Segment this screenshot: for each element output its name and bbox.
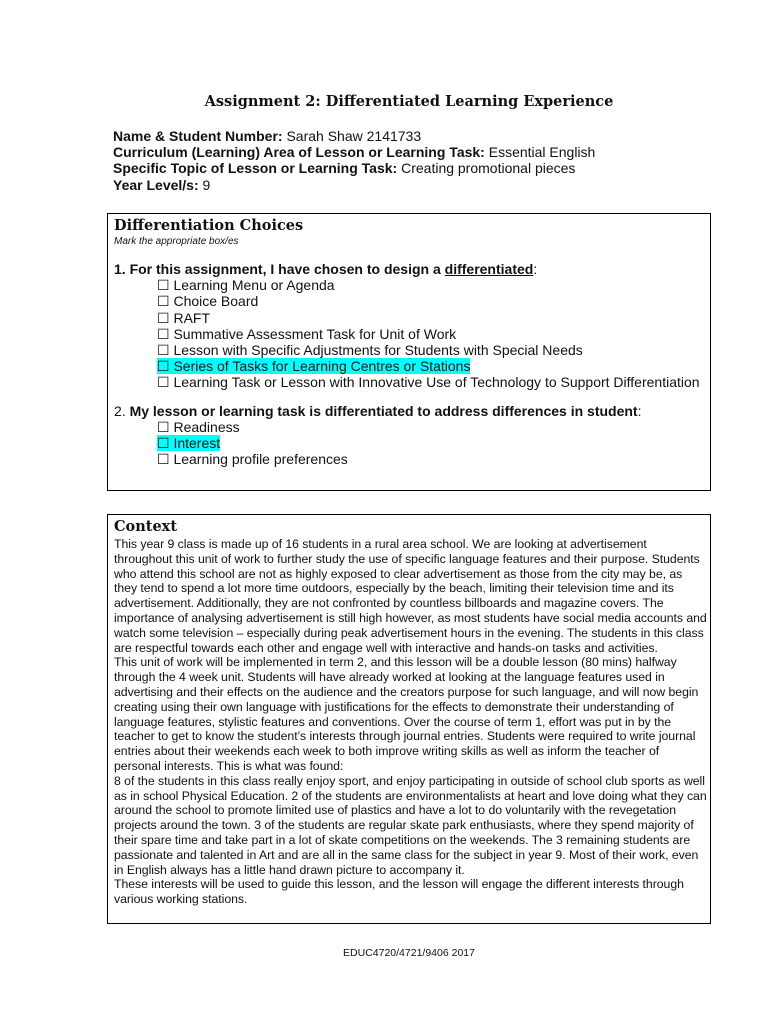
option-label: Series of Tasks for Learning Centres or Stations (173, 358, 471, 375)
option-label: Learning profile preferences (173, 451, 348, 468)
curriculum-value: Essential English (484, 144, 596, 161)
option-label: RAFT (173, 309, 211, 326)
name-label: Name & Student Number: (113, 128, 283, 144)
checkbox-icon[interactable]: ☐ (157, 451, 170, 468)
option-label: Choice Board (173, 293, 259, 310)
q2-text: My lesson or learning task is differentiated to address differences in student (129, 402, 638, 419)
checkbox-icon[interactable]: ☐ (157, 309, 170, 326)
q1-underlined: differentiated (444, 261, 534, 277)
checkbox-icon[interactable]: ☐ (157, 325, 170, 342)
differentiation-heading: Differentiation Choices (114, 217, 304, 234)
q1-option[interactable] (157, 342, 704, 358)
option-label: Learning Menu or Agenda (173, 277, 335, 294)
option-label: Interest (173, 435, 221, 452)
checkbox-icon[interactable]: ☐ (157, 358, 170, 375)
q2-option[interactable] (157, 419, 704, 435)
context-paragraph: This year 9 class is made up of 16 students in a rural area school. We are looking at advertisement throughout this unit of work to further study the use of specific language features and their purpose. Students who attend this school are not as highly exposed to clear advertisement as those from the city may be, as they tend to spend a lot more time outdoors, especially by the beach, limiting their television time and its advertisement. Additionally, they are not confronted by countless billboards and magazine covers. The importance of analysing advertisement is still high however, as most students have social media accounts and watch some television – especially during peak advertisement hours in the evening. The students in this class are respectful towards each other and engage well with interactive and hands-on tasks and activities. (114, 537, 707, 655)
year-label: Year Level/s: (113, 176, 199, 193)
checkbox-icon[interactable]: ☐ (157, 293, 170, 310)
checkbox-icon[interactable]: ☐ (157, 418, 170, 435)
option-label: Lesson with Specific Adjustments for Students with Special Needs (173, 342, 583, 359)
curriculum-row (113, 144, 595, 160)
option-label: Learning Task or Lesson with Innovative Use of Technology to Support Differentiation (173, 374, 700, 391)
q2-options (157, 419, 704, 468)
year-value: 9 (198, 176, 211, 193)
checkbox-icon[interactable]: ☐ (157, 374, 170, 391)
q1-option[interactable] (157, 326, 704, 342)
year-row (113, 177, 595, 193)
option-label: Readiness (173, 418, 240, 435)
q1-option[interactable] (157, 277, 704, 293)
name-value: Sarah Shaw 2141733 (282, 128, 422, 144)
page-title: Assignment 2: Differentiated Learning Experience (204, 93, 614, 110)
option-label: Summative Assessment Task for Unit of Work (173, 325, 457, 342)
context-paragraph: These interests will be used to guide this lesson, and the lesson will engage the different interests through various working stations. (114, 877, 684, 907)
checkbox-icon[interactable]: ☐ (157, 277, 170, 294)
q2-number: 2. (114, 402, 130, 419)
context-paragraph: 8 of the students in this class really enjoy sport, and enjoy participating in outside of school club sports as well as in school Physical Education. 2 of the students are environmentalists at heart and love doing what they can around the school to promote limited use of plastics and have a lot to do voluntarily with the revegetation projects around the town. 3 of the students are regular skate park enthusiasts, where they spend majority of their spare time and take part in a lot of skate competitions on the weekends. The 3 remaining students are passionate and talented in Art and are all in the same class for the subject in year 9. Most of their work, even in English always has a little hand drawn picture to accompany it. (114, 773, 707, 877)
checkbox-icon[interactable]: ☐ (157, 342, 170, 359)
q1-suffix: : (533, 261, 538, 277)
context-body (114, 537, 708, 907)
question-2 (114, 403, 704, 419)
topic-row (113, 160, 595, 176)
context-box (107, 514, 711, 924)
differentiation-box (107, 213, 711, 491)
assignment-meta (113, 128, 595, 193)
q1-option[interactable] (157, 310, 704, 326)
context-paragraph: This unit of work will be implemented in term 2, and this lesson will be a double lesson (80 mins) halfway through the 4 week unit. Students will have already worked at looking at the language features used in advertising and their effects on the audience and the creators purpose for such language, and will now begin creating using their own language with justifications for the effects to demonstrate their understanding of language features, stylistic features and conventions. Over the course of term 1, effort was put in by the teacher to get to know the student’s interests through journal entries. Students were required to write journal entries about their weekends each week to both improve writing skills as well as inform the teacher of personal interests. This is what was found: (114, 655, 699, 773)
context-heading: Context (114, 518, 178, 535)
q2-option-selected[interactable] (157, 435, 704, 451)
q1-option-selected[interactable] (157, 358, 704, 374)
curriculum-label: Curriculum (Learning) Area of Lesson or Learning Task: (113, 144, 485, 161)
topic-value: Creating promotional pieces (397, 160, 576, 177)
q2-suffix: : (637, 402, 642, 419)
q1-prefix: 1. For this assignment, I have chosen to design a (114, 261, 445, 277)
question-1 (114, 261, 704, 277)
q1-option[interactable] (157, 374, 704, 390)
topic-label: Specific Topic of Lesson or Learning Task: (113, 160, 398, 177)
checkbox-icon[interactable]: ☐ (157, 435, 170, 452)
q1-option[interactable] (157, 293, 704, 309)
q2-option[interactable] (157, 451, 704, 467)
differentiation-hint: Mark the appropriate box/es (114, 236, 239, 247)
page-footer: EDUC4720/4721/9406 2017 (343, 947, 475, 959)
name-row (113, 128, 595, 144)
q1-options (157, 277, 704, 390)
